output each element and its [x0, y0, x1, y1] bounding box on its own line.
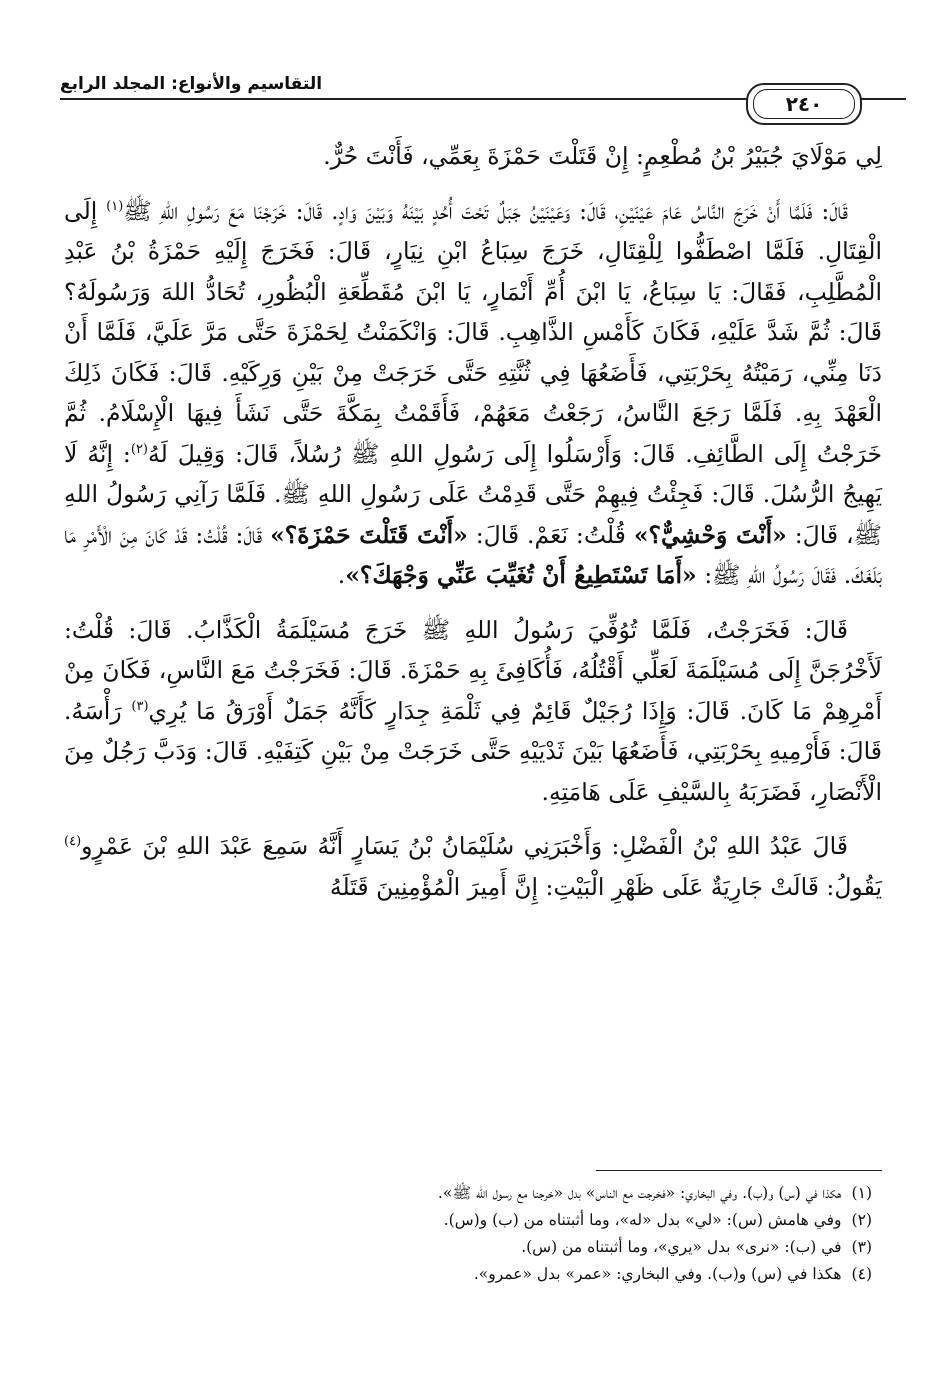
- paragraph-2: [64, 191, 882, 596]
- p2-text-d: قُلْتُ: نَعَمْ. قَالَ:: [467, 520, 634, 549]
- p4-text-a: قَالَ عَبْدُ اللهِ بْنُ الْفَضْلِ: وَأَخْبَرَنِي سُلَيْمَانُ بْنُ يَسَارٍ أَنَّهُ سَمِعَ عَبْدَ اللهِ بْنَ عَمْرٍو: [81, 832, 848, 860]
- footnote-separator: [596, 1170, 882, 1171]
- quote-face: «أَمَا تَسْتَطِيعُ أَنْ تُغَيِّبَ عَنِّي وَجْهَكَ؟»: [345, 561, 697, 589]
- footnote-number: (٢): [851, 1211, 872, 1229]
- p3-text-a: قَالَ: فَخَرَجْتُ، فَلَمَّا تُوُفِّيَ رَسُولُ اللهِ ﷺ خَرَجَ مُسَيْلَمَةُ الْكَذَّابُ. قَالَ: قُلْتُ: لَأَخْرُجَنَّ إِلَى مُسَيْلَمَةَ لَعَلِّي أَقْتُلُهُ، فَأُكَافِئَ بِهِ حَمْزَةَ. قَالَ: فَخَرَجْتُ مَعَ النَّاسِ، فَكَانَ مِنْ أَمْرِهِمْ مَا كَانَ. قَالَ: وَإِذَا رُجَيْلٌ قَائِمٌ فِي ثَلْمَةِ جِدَارٍ كَأَنَّهُ جَمَلٌ أَوْرَقُ مَا يُرِي: [64, 615, 883, 725]
- footnote-3: [90, 1234, 872, 1261]
- footnote-4: [90, 1261, 872, 1288]
- footnotes: [90, 1180, 872, 1288]
- p2-text-c: : إِنَّهُ لَا يَهِيجُ الرُّسُلَ. قَالَ: فَجِئْتُ فِيهِمْ حَتَّى قَدِمْتُ عَلَى رَسُولِ اللهِ ﷺ. فَلَمَّا رَآنِي رَسُولُ اللهِ ﷺ، قَالَ:: [64, 439, 882, 549]
- p1-text: لِي مَوْلَايَ جُبَيْرُ بْنُ مُطْعِمٍ: إِنْ قَتَلْتَ حَمْزَةَ بِعَمِّي، فَأَنْتَ حُرٌّ.: [323, 142, 882, 170]
- p2-end: .: [337, 561, 346, 589]
- footnote-text: هكذا في (س) و(ب). وفي البخاري: «فخرجت مع الناس» بدل «خرجنا مع رسول الله ﷺ».: [437, 1184, 842, 1202]
- footnote-text: وفي هامش (س): «لي» بدل «له»، وما أثبتناه من (ب) و(س).: [443, 1211, 842, 1229]
- footnote-number: (١): [851, 1184, 872, 1202]
- footnote-number: (٤): [851, 1265, 872, 1283]
- p3-text-b: رَأْسَهُ. قَالَ: فَأَرْمِيهِ بِحَرْبَتِي، فَأَضَعُهَا بَيْنَ ثَدْيَيْهِ حَتَّى خَرَجَتْ مِنْ بَيْنِ كَتِفَيْهِ. قَالَ: وَدَبَّ رَجُلٌ مِنَ الْأَنْصَارِ، فَضَرَبَهُ بِالسَّيْفِ عَلَى هَامَتِهِ.: [64, 696, 882, 806]
- running-title: التقاسيم والأنواع: المجلد الرابع: [60, 74, 328, 94]
- p2-text-b: إِلَى الْقِتَالِ. فَلَمَّا اصْطَفُّوا لِلْقِتَالِ، خَرَجَ سِبَاعُ ابْنِ نِيَارٍ، قَالَ: فَخَرَجَ إِلَيْهِ حَمْزَةُ بْنُ عَبْدِ الْمُطَّلِبِ، فَقَالَ: يَا سِبَاعُ، يَا ابْنَ أُمِّ أَنْمَارٍ، يَا ابْنَ مُقَطِّعَةِ الْبُظُورِ، تُحَادُّ اللهَ وَرَسُولَهُ؟ قَالَ: ثُمَّ شَدَّ عَلَيْهِ، فَكَانَ كَأَمْسِ الذَّاهِبِ. قَالَ: وَانْكَمَنْتُ لِحَمْزَةَ حَتَّى مَرَّ عَلَيَّ، فَلَمَّا أَنْ دَنَا مِنِّي، رَمَيْتُهُ بِحَرْبَتِي، فَأَضَعُهَا فِي ثُنَّتِهِ حَتَّى خَرَجَتْ مِنْ بَيْنِ وَرِكَيْهِ. قَالَ: فَكَانَ ذَلِكَ الْعَهْدَ بِهِ. فَلَمَّا رَجَعَ النَّاسُ، رَجَعْتُ مَعَهُمْ، فَأَقَمْتُ بِمَكَّةَ حَتَّى نَشَأَ فِيهَا الْإِسْلَامُ. ثُمَّ خَرَجْتُ إِلَى الطَّائِفِ. قَالَ: وَأَرْسَلُوا إِلَى رَسُولِ اللهِ ﷺ رُسُلاً، قَالَ: وَقِيلَ لَهُ: [64, 196, 882, 468]
- paragraph-1: [64, 136, 882, 177]
- page-number-frame: [746, 83, 862, 125]
- footnote-number: (٣): [851, 1238, 872, 1256]
- footnote-1: [90, 1180, 872, 1207]
- paragraph-4: [64, 826, 882, 907]
- page-header: [60, 58, 906, 114]
- page-number: ٢٤٠: [785, 92, 823, 116]
- footnote-ref-1[interactable]: (١): [106, 198, 124, 214]
- footnote-text: في (ب): «نرى» بدل «يري»، وما أثبتناه من (س).: [521, 1238, 842, 1256]
- p2-text-a: قَالَ: فَلَمَّا أَنْ خَرَجَ النَّاسُ عَامَ عَيْنَيْنِ، قَالَ: وَعَيْنَيْنُ جَبَلٌ تَحْتَ أُحُدٍ بَيْنَهُ وَبَيْنَ وَادٍ. قَالَ: خَرَجْنَا مَعَ رَسُولِ اللهِ ﷺ: [123, 196, 849, 225]
- quote-wahshi: «أَنْتَ وَحْشِيٌّ؟»: [633, 520, 787, 549]
- p2-text-e: قَالَ: قُلْتُ: قَدْ كَانَ مِنَ الْأَمْرِ مَا بَلَغَكَ. فَقَالَ رَسُولُ اللهِ ﷺ:: [64, 520, 882, 589]
- paragraph-3: [64, 610, 882, 813]
- footnote-ref-4[interactable]: (٤): [64, 834, 82, 850]
- main-text: [64, 136, 882, 921]
- footnote-text: هكذا في (س) و(ب). وفي البخاري: «عمر» بدل «عمرو».: [473, 1265, 842, 1283]
- footnote-ref-3[interactable]: (٣): [131, 698, 149, 714]
- quote-hamza: «أَنْتَ قَتَلْتَ حَمْزَةَ؟»: [270, 520, 468, 549]
- p4-text-b: يَقُولُ: قَالَتْ جَارِيَةٌ عَلَى ظَهْرِ الْبَيْتِ: إِنَّ أَمِيرَ الْمُؤْمِنِينَ قَتَلَهُ: [329, 872, 882, 901]
- footnote-ref-2[interactable]: (٢): [130, 441, 148, 457]
- footnote-2: [90, 1207, 872, 1234]
